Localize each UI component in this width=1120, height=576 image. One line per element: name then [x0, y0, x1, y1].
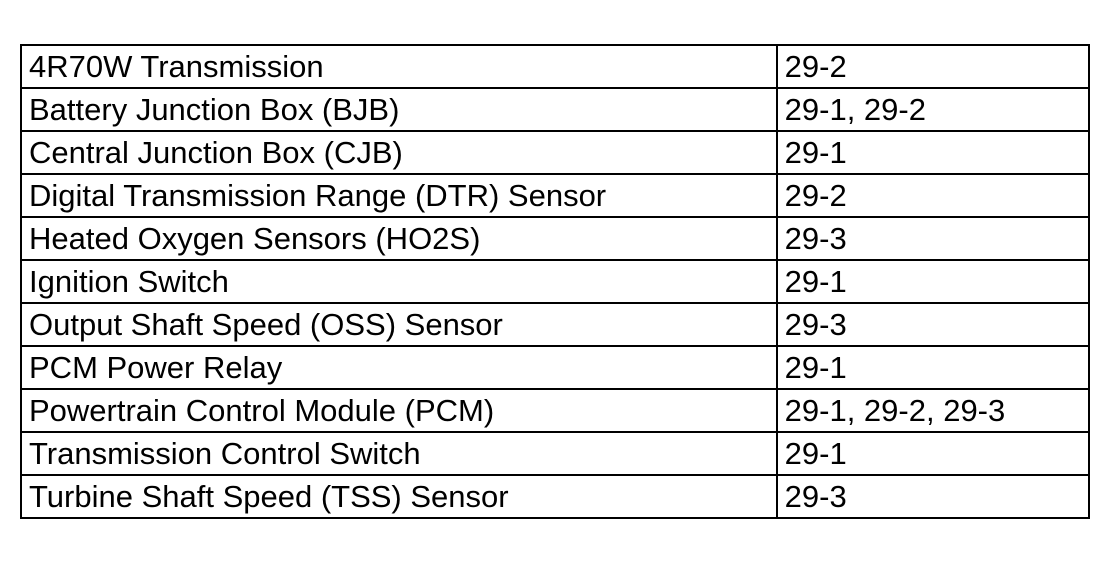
table-row — [21, 45, 1089, 88]
component-location-table — [20, 44, 1090, 519]
reference-cell: 29-1 — [777, 131, 1089, 174]
table-row — [21, 432, 1089, 475]
reference-cell: 29-2 — [777, 174, 1089, 217]
reference-cell: 29-1 — [777, 260, 1089, 303]
reference-cell: 29-3 — [777, 475, 1089, 518]
component-name-cell: Battery Junction Box (BJB) — [21, 88, 777, 131]
reference-cell: 29-1, 29-2 — [777, 88, 1089, 131]
component-name-cell: Heated Oxygen Sensors (HO2S) — [21, 217, 777, 260]
table-row — [21, 303, 1089, 346]
table-row — [21, 346, 1089, 389]
table-body — [21, 45, 1089, 518]
reference-cell: 29-3 — [777, 217, 1089, 260]
table-row — [21, 131, 1089, 174]
reference-cell: 29-2 — [777, 45, 1089, 88]
table-row — [21, 88, 1089, 131]
reference-cell: 29-1 — [777, 432, 1089, 475]
table-row — [21, 174, 1089, 217]
component-name-cell: Powertrain Control Module (PCM) — [21, 389, 777, 432]
table-row — [21, 389, 1089, 432]
component-name-cell: Central Junction Box (CJB) — [21, 131, 777, 174]
reference-cell: 29-1 — [777, 346, 1089, 389]
table-row — [21, 260, 1089, 303]
component-name-cell: Turbine Shaft Speed (TSS) Sensor — [21, 475, 777, 518]
table-row — [21, 217, 1089, 260]
component-name-cell: Transmission Control Switch — [21, 432, 777, 475]
component-name-cell: Ignition Switch — [21, 260, 777, 303]
reference-cell: 29-3 — [777, 303, 1089, 346]
table-row — [21, 475, 1089, 518]
component-name-cell: 4R70W Transmission — [21, 45, 777, 88]
component-name-cell: Output Shaft Speed (OSS) Sensor — [21, 303, 777, 346]
component-name-cell: Digital Transmission Range (DTR) Sensor — [21, 174, 777, 217]
reference-cell: 29-1, 29-2, 29-3 — [777, 389, 1089, 432]
component-name-cell: PCM Power Relay — [21, 346, 777, 389]
